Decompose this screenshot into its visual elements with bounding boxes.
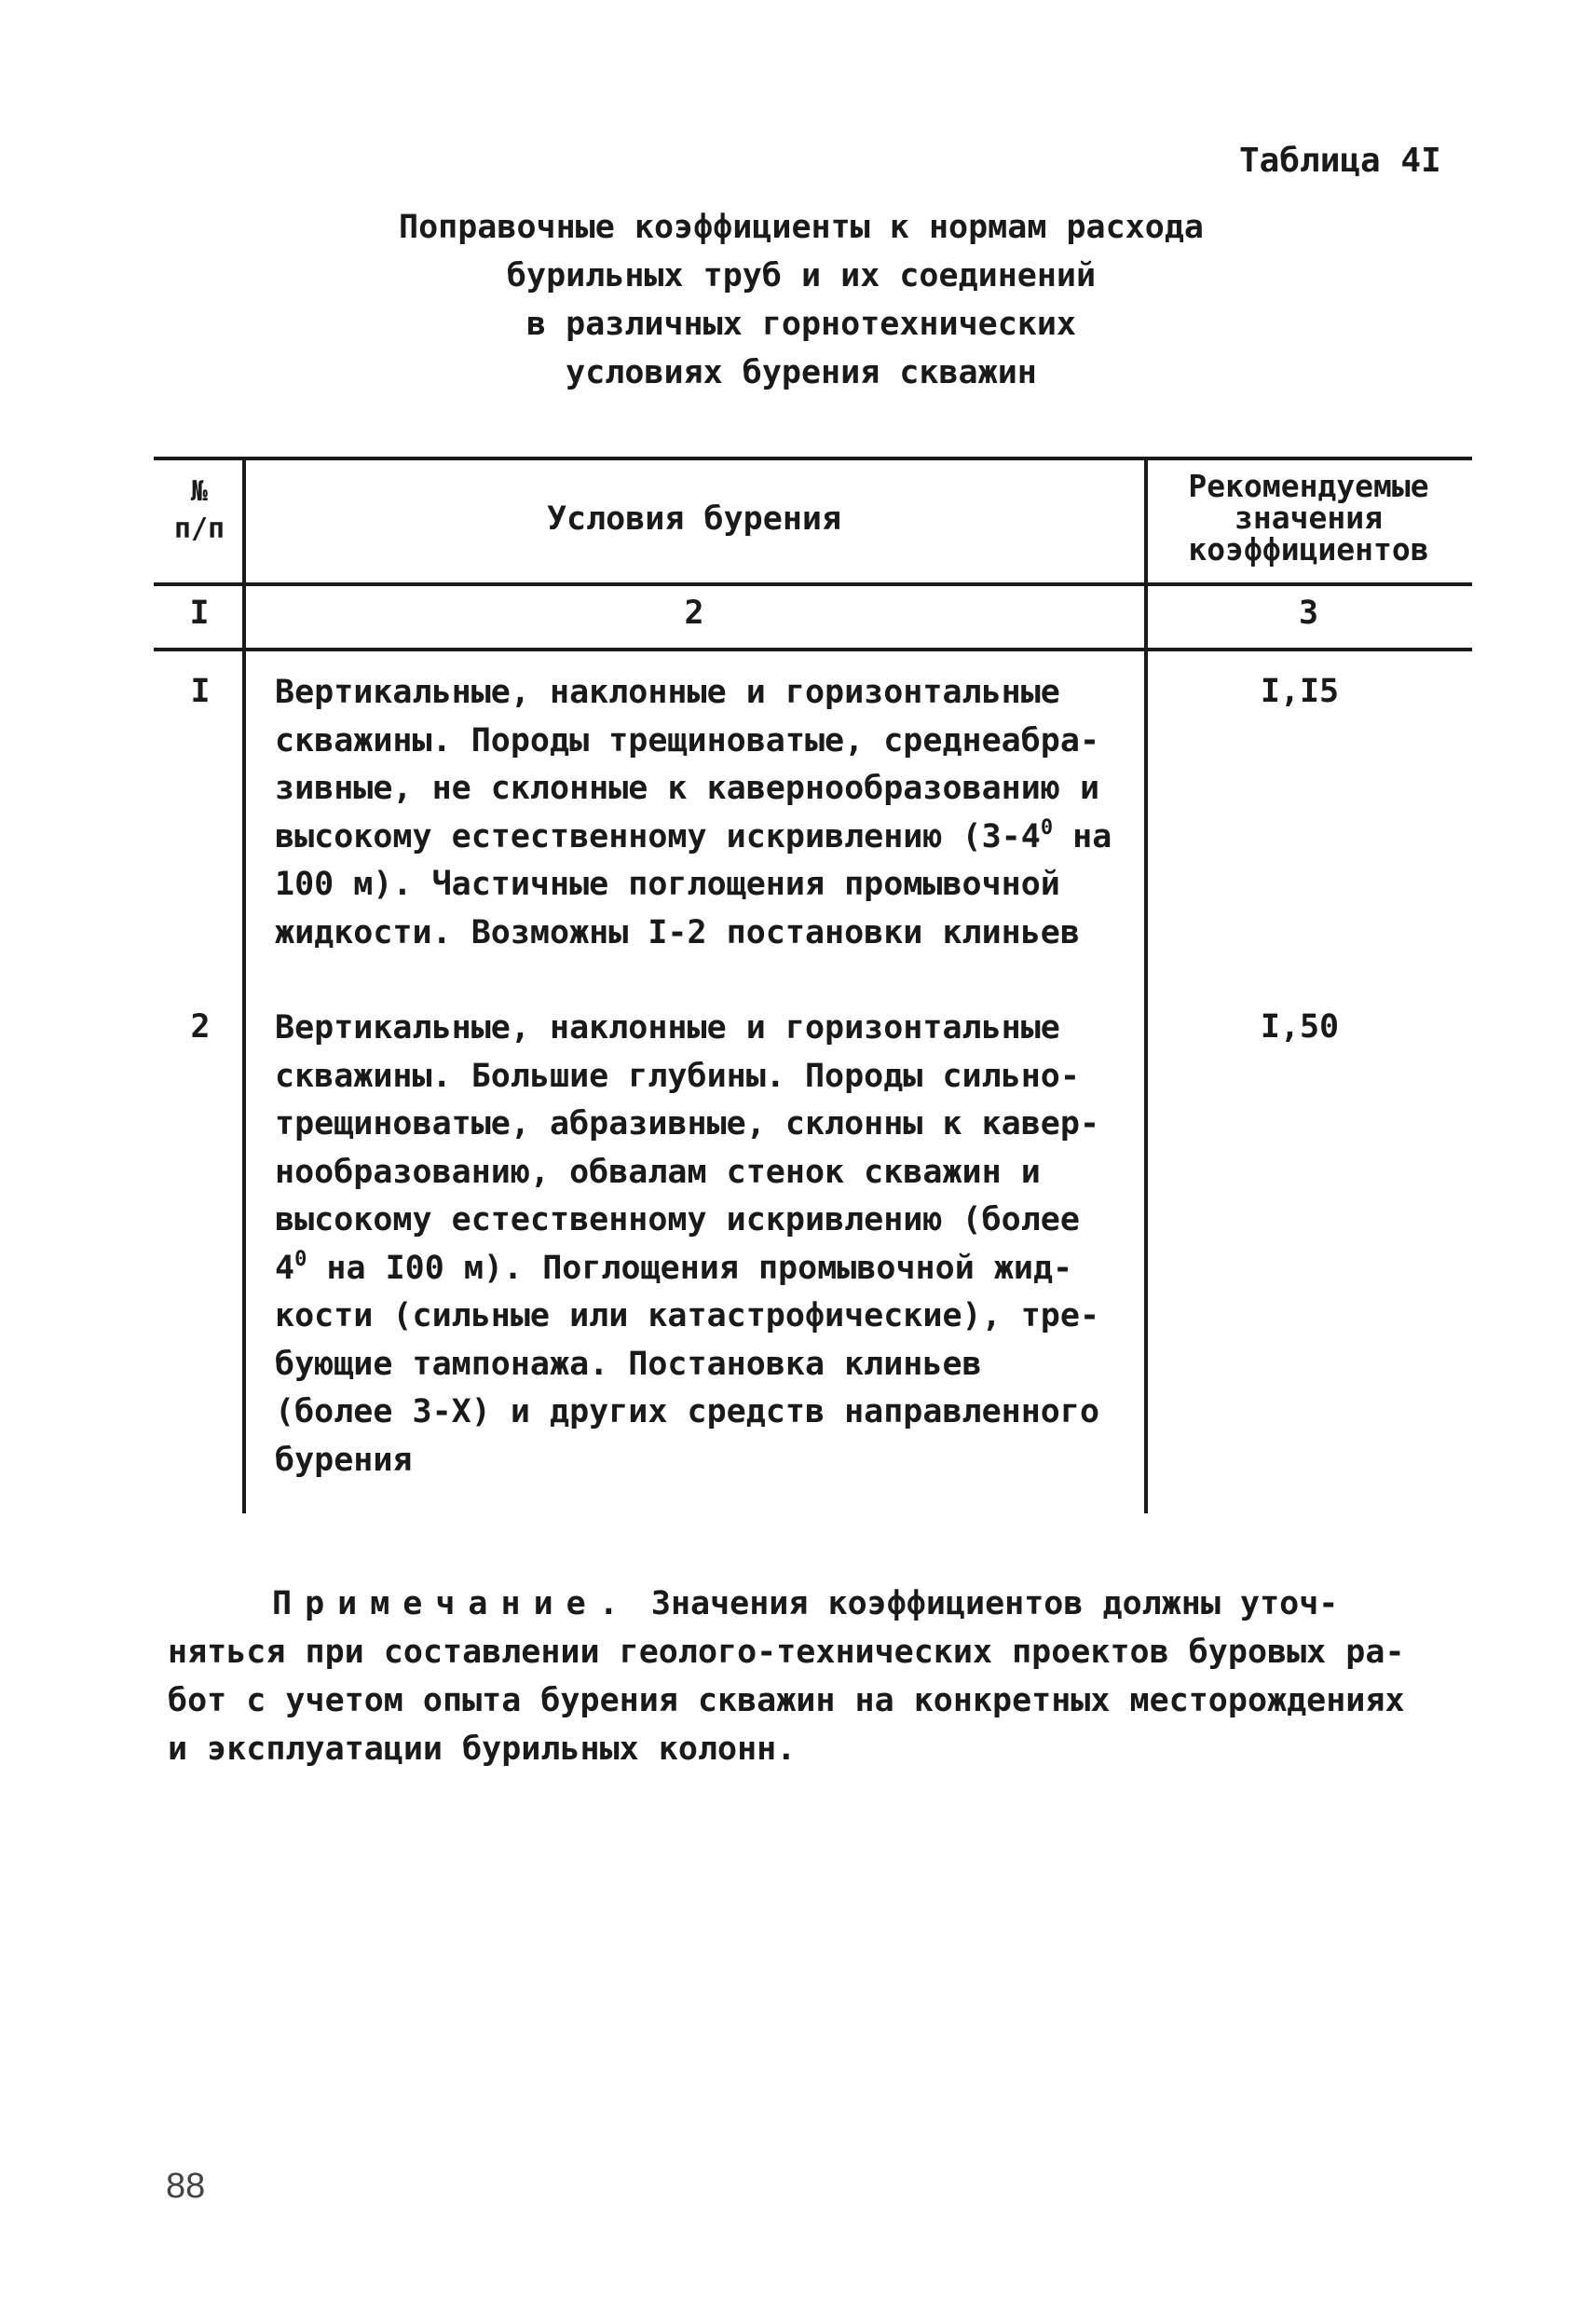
row-2-line: трещиноватые, абразивные, склонны к кавер- xyxy=(275,1105,1100,1142)
row-1-conditions xyxy=(275,669,1141,957)
table-number: Таблица 4I xyxy=(1239,142,1441,180)
col-number-2: 2 xyxy=(684,595,704,632)
row-1-coefficient: I,I5 xyxy=(1260,673,1340,710)
note-line: и эксплуатации бурильных колонн. xyxy=(168,1731,797,1768)
row-2-number: 2 xyxy=(190,1008,211,1046)
row-2-line: кости (сильные или катастрофические), тре- xyxy=(275,1297,1100,1334)
header-col-number-abbr: п/п xyxy=(173,513,225,545)
row-2-line: нообразованию, обвалам стенок скважин и xyxy=(275,1153,1041,1191)
caption-line: Поправочные коэффициенты к нормам расхода xyxy=(399,209,1204,246)
note-line: бот с учетом опыта бурения скважин на конкретных месторождениях xyxy=(168,1682,1405,1719)
header-col-coefficients-line: коэффициентов xyxy=(1188,531,1429,568)
row-1-line-tail: на xyxy=(1053,817,1112,855)
header-col-number xyxy=(158,473,240,548)
header-col-coefficients-line: значения xyxy=(1235,499,1383,536)
row-1-line-degree xyxy=(275,814,1141,862)
colnum-bottom-rule xyxy=(154,648,1472,651)
table-top-rule xyxy=(154,457,1472,460)
header-col-coefficients-line: Рекомендуемые xyxy=(1188,468,1429,504)
row-1-line: 100 м). Частичные поглощения промывочной xyxy=(275,866,1060,903)
header-col-coefficients xyxy=(1148,468,1469,568)
row-1-number: I xyxy=(190,673,211,710)
caption-line: в различных горнотехнических xyxy=(525,306,1076,343)
row-2-line-text: 4 xyxy=(275,1249,295,1287)
note-line: няться при составлении геолого-технических проектов буровых ра- xyxy=(168,1634,1405,1671)
row-1-line: Вертикальные, наклонные и горизонтальные xyxy=(275,674,1060,711)
row-2-coefficient: I,50 xyxy=(1260,1008,1340,1046)
row-2-line: бурения xyxy=(275,1441,413,1479)
row-2-line: скважины. Большие глубины. Породы сильно- xyxy=(275,1057,1080,1095)
note-first-line xyxy=(168,1580,1472,1628)
table-caption xyxy=(280,203,1323,397)
row-2-line: бующие тампонажа. Постановка клиньев xyxy=(275,1345,982,1383)
degree-mark: 0 xyxy=(1040,815,1054,840)
row-2-line-degree xyxy=(275,1245,1141,1293)
row-1-line: скважины. Породы трещиноватые, среднеабра- xyxy=(275,721,1100,759)
header-col-number-sign: № xyxy=(190,475,209,508)
col-number-1: I xyxy=(189,595,210,632)
row-1-line: зивные, не склонные к кавернообразованию и xyxy=(275,770,1100,807)
header-bottom-rule xyxy=(154,582,1472,586)
row-2-line: высокому естественному искривлению (более xyxy=(275,1201,1080,1238)
caption-line: условиях бурения скважин xyxy=(566,354,1037,391)
note-label: Примечание. xyxy=(272,1585,632,1622)
col-divider-1 xyxy=(242,458,246,1513)
caption-line: бурильных труб и их соединений xyxy=(506,257,1097,294)
row-1-line: жидкости. Возможны I-2 постановки клиньев xyxy=(275,913,1080,951)
row-2-line: Вертикальные, наклонные и горизонтальные xyxy=(275,1009,1060,1047)
row-2-line: (более 3-Х) и других средств направленного xyxy=(275,1393,1100,1430)
degree-mark: 0 xyxy=(294,1247,307,1271)
col-number-3: 3 xyxy=(1298,595,1319,632)
table-note xyxy=(168,1580,1472,1773)
note-line: Значения коэффициентов должны уточ- xyxy=(631,1585,1339,1622)
header-col-conditions: Условия бурения xyxy=(546,500,842,538)
row-2-conditions xyxy=(275,1005,1141,1484)
page-number: 88 xyxy=(166,2167,206,2206)
row-2-line-tail: на I00 м). Поглощения промывочной жид- xyxy=(307,1249,1073,1287)
row-1-line-text: высокому естественному искривлению (3-4 xyxy=(275,817,1041,855)
